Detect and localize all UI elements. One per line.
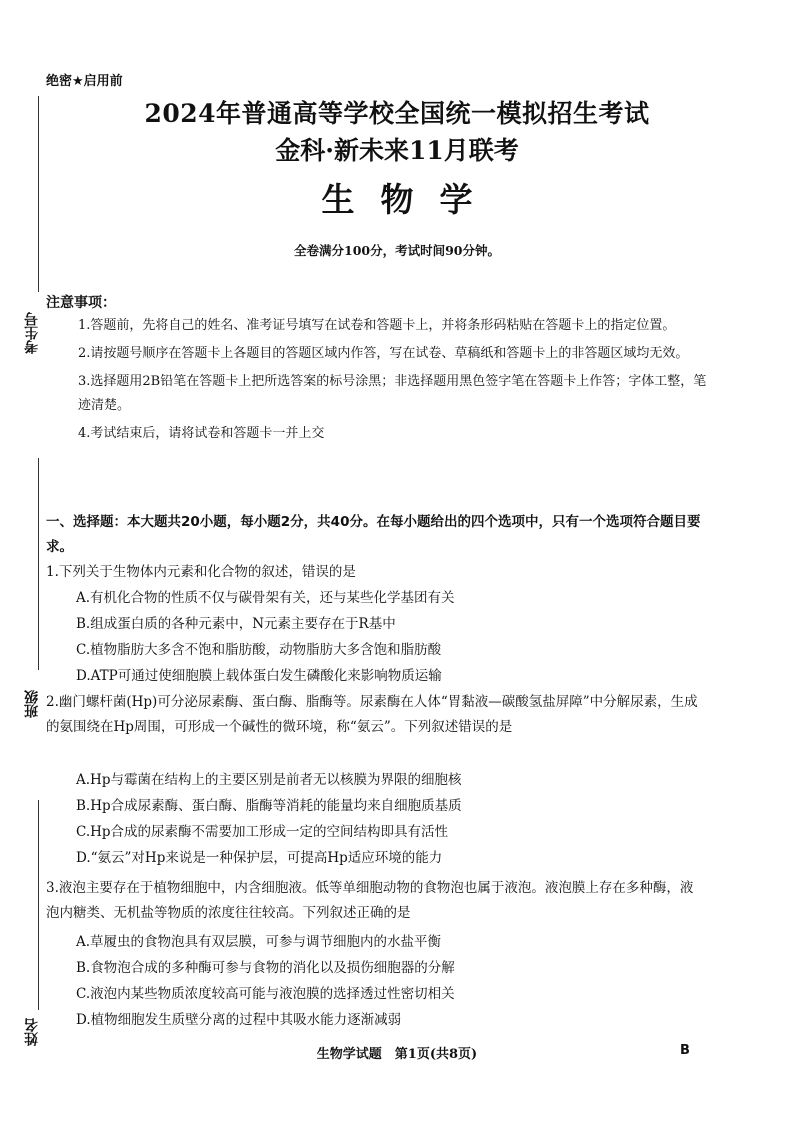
question-option: B.食物泡合成的多种酶可参与食物的消化以及损伤细胞器的分解 xyxy=(76,960,455,976)
question-option: B.Hp合成尿素酶、蛋白酶、脂酶等消耗的能量均来自细胞质基质 xyxy=(76,798,462,814)
question-option: D.植物细胞发生质壁分离的过程中其吸水能力逐渐减弱 xyxy=(76,1012,402,1028)
question-option: B.组成蛋白质的各种元素中，N元素主要存在于R基中 xyxy=(76,616,396,632)
notice-item: 2.请按题号顺序在答题卡上各题目的答题区域内作答，写在试卷、草稿纸和答题卡上的非答题区域均无效。 xyxy=(78,346,689,361)
question-option: C.Hp合成的尿素酶不需要加工形成一定的空间结构即具有活性 xyxy=(76,824,449,840)
subject-title: 生物学 xyxy=(321,180,499,219)
page-footer: 生物学试题 第1页(共8页) xyxy=(316,1047,478,1062)
section-heading: 一、选择题：本大题共20小题，每小题2分，共40分。在每小题给出的四个选项中，只有一个选项符合题目要求。 xyxy=(46,514,701,555)
side-label-class: 班级 xyxy=(24,690,40,718)
question-option: C.植物脂肪大多含不饱和脂肪酸，动物脂肪大多含饱和脂肪酸 xyxy=(76,642,442,658)
binding-line-low xyxy=(38,800,39,1010)
notice-title: 注意事项： xyxy=(46,295,116,311)
question-stem: 2.幽门螺杆菌(Hp)可分泌尿素酶、蛋白酶、脂酶等。尿素酶在人体“胃黏液—碳酸氢盐屏障”中分解尿素，生成的氨围绕在Hp周围，可形成一个碱性的微环境，称“氨云”。下列叙述错误的是 xyxy=(46,694,698,735)
question-stem: 1.下列关于生物体内元素和化合物的叙述，错误的是 xyxy=(46,564,356,580)
question-option: D.“氨云”对Hp来说是一种保护层，可提高Hp适应环境的能力 xyxy=(76,850,443,866)
paper-version: B xyxy=(680,1043,690,1058)
question-option: D.ATP可通过使细胞膜上载体蛋白发生磷酸化来影响物质运输 xyxy=(76,668,442,684)
notice-item: 3.选择题用2B铅笔在答题卡上把所选答案的标号涂黑；非选择题用黑色签字笔在答题卡上作答；字体工整，笔迹清楚。 xyxy=(78,374,707,413)
exam-title: 2024年普通高等学校全国统一模拟招生考试 xyxy=(144,99,650,128)
question-option: A.有机化合物的性质不仅与碳骨架有关，还与某些化学基团有关 xyxy=(76,590,455,606)
question-stem: 3.液泡主要存在于植物细胞中，内含细胞液。低等单细胞动物的食物泡也属于液泡。液泡膜上存在多种酶，液泡内糖类、无机盐等物质的浓度往往较高。下列叙述正确的是 xyxy=(46,880,694,921)
notice-item: 4.考试结束后，请将试卷和答题卡一并上交 xyxy=(78,426,325,441)
side-label-exam-no: 考生号 xyxy=(24,312,40,354)
side-label-name: 姓名 xyxy=(24,1018,40,1046)
binding-line-top xyxy=(38,96,39,292)
notice-item: 1.答题前，先将自己的姓名、准考证号填写在试卷和答题卡上，并将条形码粘贴在答题卡上的指定位置。 xyxy=(78,318,676,333)
question-option: A.Hp与霉菌在结构上的主要区别是前者无以核膜为界限的细胞核 xyxy=(76,772,462,788)
question-option: C.液泡内某些物质浓度较高可能与液泡膜的选择透过性密切相关 xyxy=(76,986,455,1002)
question-option: A.草履虫的食物泡具有双层膜，可参与调节细胞内的水盐平衡 xyxy=(76,934,442,950)
notice-list xyxy=(78,314,718,446)
exam-info: 全卷满分100分，考试时间90分钟。 xyxy=(294,243,500,258)
binding-line-mid xyxy=(38,458,39,670)
secret-mark: 绝密★启用前 xyxy=(46,74,123,89)
exam-subtitle: 金科·新未来11月联考 xyxy=(275,136,519,165)
